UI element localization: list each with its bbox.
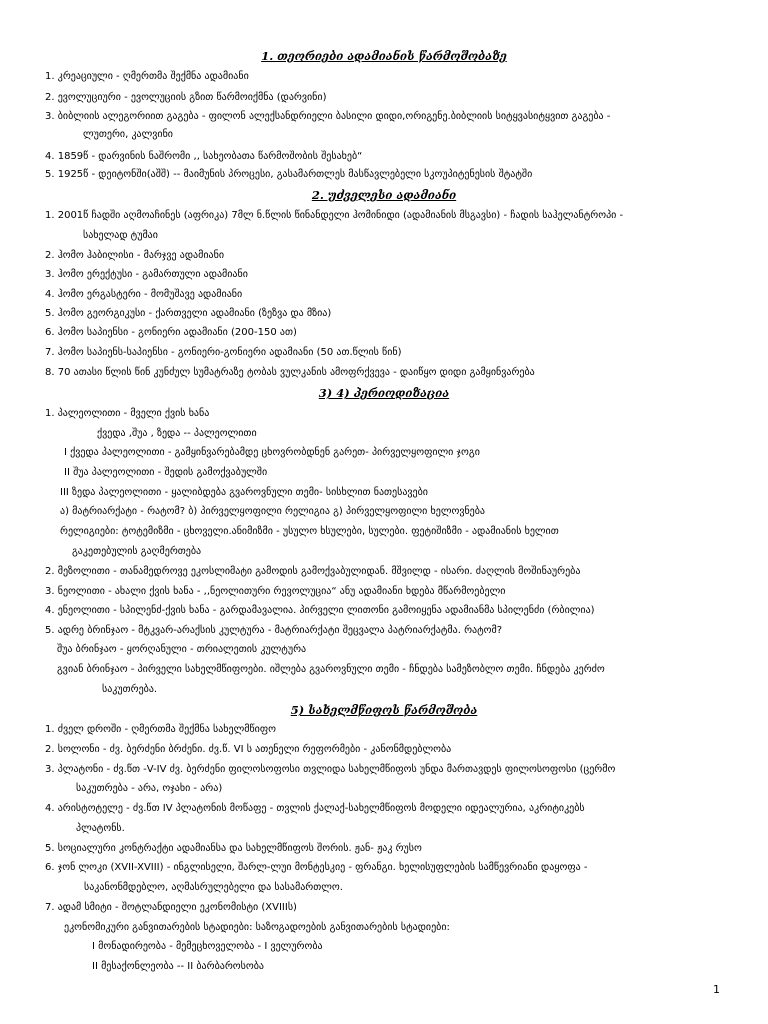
section-heading-3-4: 3) 4) პერიოდიზაცია: [318, 386, 450, 400]
list-subitem: II შუა პალეოლითი - შედის გამოქვაბულში: [64, 467, 268, 478]
list-item-continued: პლატონს.: [76, 823, 125, 834]
list-item: 2. ევოლუციური - ევოლუციის გზით წარმოიქმნა (დარვინი): [45, 92, 327, 103]
list-item: 5. სოციალური კონტრაქტი ადამიანსა და სახელმწიფოს შორის. ჟან- ჟაკ რუსო: [45, 843, 422, 854]
list-item: 8. 70 ათასი წლის წინ კუნძულ სუმატრაზე ტობას ვულკანის ამოფრქვევა - დაიწყო დიდი გამყინვარება: [45, 367, 535, 378]
list-item-continued: საკუთრება.: [102, 684, 158, 695]
list-item: 3. ჰომო ერექტუსი - გამართული ადამიანი: [45, 269, 248, 280]
list-item: 5. 1925წ - დეიტონში(აშშ) -- მაიმუნის პროცესი, გასამართლეს მასწავლებელი სკოუპიტენესის შტატში: [45, 169, 533, 180]
list-item: 3. ბიბლიის ალეგორიით გაგება - ფილონ ალექსანდრიელი ბასილი დიდი,ორიგენე.ბიბლიის სიტყვასიტყვით გაგება -: [45, 111, 611, 122]
list-subitem: რელიგიები: ტოტემიზმი - ცხოველი.ანიმიზმი - უსულო ხსულები, სულები. ფეტიშიზმი - ადამიანის ხელით: [60, 526, 559, 537]
list-item: 1. ძველ დროში - ღმერთმა შექმნა სახელმწიფო: [45, 724, 276, 735]
list-subitem: შუა ბრინჯაო - ყორღანული - თრიალეთის კულტურა: [57, 644, 307, 655]
list-item: 7. ადამ სმიტი - შოტლანდიელი ეკონომისტი (XVIIIს): [45, 902, 297, 913]
list-item-continued: საკანონმდებლო, აღმასრულებელი და სასამართლო.: [84, 882, 343, 893]
list-item: 6. ჰომო საპიენსი - გონიერი ადამიანი (200-150 ათ): [45, 327, 297, 338]
list-item: 1. კრეაციული - ღმერთმა შექმნა ადამიანი: [45, 71, 249, 82]
list-subitem: I მონადირეობა - მემეცხოველობა - I ველურობა: [92, 941, 323, 952]
list-subitem: I ქვედა პალეოლითი - გამყინვარებამდე ცხოვრობდნენ გარეთ- პირველყოფილი ჯოგი: [64, 447, 480, 458]
list-subitem: III ზედა პალეოლითი - ყალიბდება გვაროვნული თემი- სისხლით ნათესავები: [60, 487, 428, 498]
list-item: 5. ადრე ბრინჯაო - მტკვარ-არაქსის კულტურა - მატრიარქატი შეცვალა პატრიარქატმა. რატომ?: [45, 625, 503, 636]
list-item-continued: ლუთერი, კალვინი: [83, 129, 173, 140]
list-item: 4. არისტოტელე - ძვ.წთ IV პლატონის მოწაფე - თვლის ქალაქ-სახელმწიფოს მოდელი იდეალურია, აკრიტიკებს: [45, 803, 585, 814]
page-number: 1: [713, 983, 720, 996]
list-subitem: ა) მატრიარქატი - რატომ? ბ) პირველყოფილი რელიგია გ) პირველყოფილი ხელოვნება: [60, 506, 486, 517]
list-item: 2. ჰომო ჰაბილისი - მარჯვე ადამიანი: [45, 250, 225, 261]
list-item: 2. სოლონი - ძვ. ბერძენი ბრძენი. ძვ.წ. VI ს ათენელი რეფორმები - კანონმდებლობა: [45, 744, 452, 755]
list-item: 2. მეზოლითი - თანამედროვე ეკოსლიმატი გამოდის გამოქვაბულიდან. მშვილდ - ისარი. ძაღლის მოშინაურება: [45, 566, 581, 577]
list-item: 1. პალეოლითი - მველი ქვის ხანა: [45, 408, 210, 419]
list-item-continued: სახელად ტუმაი: [83, 230, 158, 241]
list-subitem: ეკონომიკური განვითარების სტადიები: საზოგადოების განვითარების სტადიები:: [64, 922, 450, 933]
list-item: 5. ჰომო გეორგიკუსი - ქართველი ადამიანი (ზეზვა და მზია): [45, 308, 332, 319]
list-item: 4. ენეოლითი - სპილენძ-ქვის ხანა - გარდამავალია. პირველი ლითონი გამოიყენა ადამიანმა სპილენძი (რბილია): [45, 605, 595, 616]
list-subitem: ქვედა ,შუა , ზედა -- პალეოლითი: [97, 428, 257, 439]
section-heading-5: 5) სახელმწიფოს წარმოშობა: [290, 703, 478, 717]
list-item: 4. 1859წ - დარვინის ნაშრომი ,, სახეობათა წარმოშობის შესახებ“: [45, 151, 363, 162]
list-item: 6. ჯონ ლოკი (XVII-XVIII) - ინგლისელი, შარლ-ლუი მონტესკიე - ფრანგი. ხელისუფლების სამწევრიანი დაყოფა -: [45, 862, 588, 873]
list-item: 3. ნეოლითი - ახალი ქვის ხანა - ,,ნეოლითური რევოლუცია“ ანუ ადამიანი ხდება მწარმოებელი: [45, 586, 506, 597]
list-item: 1. 2001წ ჩადში აღმოაჩინეს (აფრიკა) 7მლ ნ.წლის წინანდელი ჰომინიდი (ადამიანის მსგავსი) - ჩადის საჰელანტროპი -: [45, 210, 624, 221]
list-subitem: გვიან ბრინჯაო - პირველი სახელმწიფოები. იშლება გვაროვნული თემი - ჩნდება სამეზობლო თემი. ჩნდება კერძო: [57, 664, 605, 675]
list-item: 7. ჰომო საპიენს-საპიენსი - გონიერი-გონიერი ადამიანი (50 ათ.წლის წინ): [45, 347, 402, 358]
list-item-continued: გაკეთებულის გაღმერთება: [72, 546, 202, 557]
list-item: 3. პლატონი - ძვ.წთ -V-IV ძვ. ბერძენი ფილოსოფოსი თვლიდა სახელმწიფოს უნდა მართავდეს ფილოსოფოსი (ცერმო: [45, 764, 616, 775]
list-item-continued: საკუთრება - არა, ოჯახი - არა): [76, 783, 223, 794]
section-heading-2: 2. უძველესი ადამიანი: [311, 188, 457, 202]
list-item: 4. ჰომო ერგასტერი - მომუშავე ადამიანი: [45, 289, 243, 300]
list-subitem: II მესაქონლეობა -- II ბარბაროსობა: [92, 961, 265, 972]
section-heading-1: 1. თეორიები ადამიანის წარმოშობაზე: [261, 49, 507, 63]
